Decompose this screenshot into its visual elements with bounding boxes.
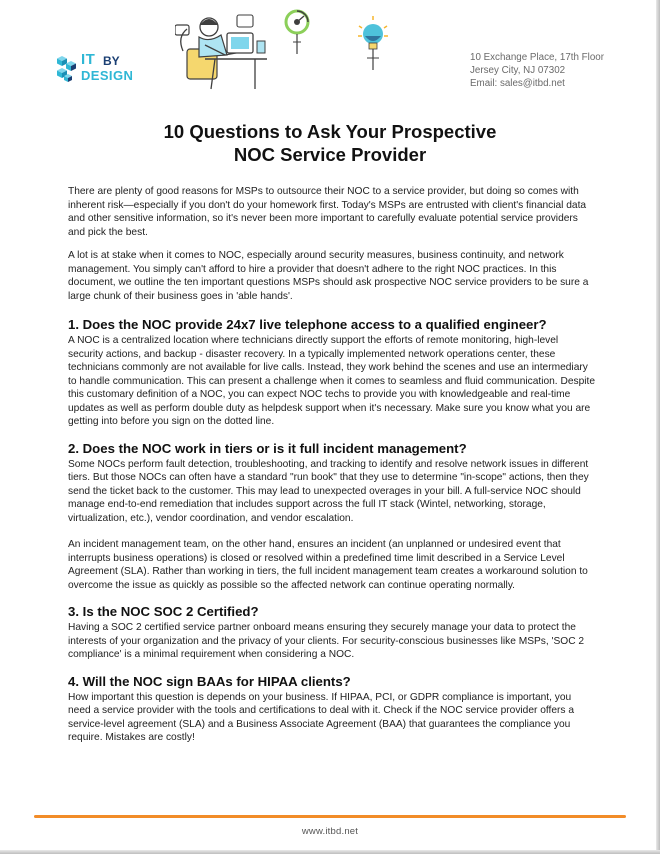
- intro-paragraph: There are plenty of good reasons for MSPs to outsource their NOC to a service provider, but doing so comes with inherent risk—especially if you don't do your homework first. Today's MSPs are entrusted with client's financial data and other sensitive information, so it's never been more important to carefully evaluate potential service providers and pick the best.: [68, 186, 587, 238]
- title-line-2: NOC Service Provider: [233, 144, 427, 165]
- logo-text-design: DESIGN: [81, 68, 134, 83]
- title-line-1: 10 Questions to Ask Your Prospective: [163, 121, 497, 142]
- question-paragraph: Having a SOC 2 certified service partner onboard means ensuring they securely manage your data to protect the interests of your organization and the privacy of your clients. For security-conscious businesses like MSPs, 'SOC 2 compliance' is a minimal requirement when considering a NOC.: [68, 622, 585, 660]
- intro-paragraph: A lot is at stake when it comes to NOC, especially around security measures, business continuity, and network management. You simply can't afford to hire a provider that doesn't adhere to the right NOC practices. In this document, we outline the ten important questions MSPs should ask prospective NOC service providers to be sure a large chunk of their business goes in 'able hands'.: [68, 250, 589, 302]
- gauge-icon: [279, 8, 315, 56]
- address-email[interactable]: Email: sales@itbd.net: [470, 78, 565, 89]
- question-paragraph: A NOC is a centralized location where technicians directly support the efforts of remote monitoring, high-level security actions, and backup - disaster recovery. In a typically implemented network operations center, these technicians commonly are not available for live calls. Instead, they work behind the scenes and use an intermediary to handle communication. This can present a challenge when it comes to seamless and fluid communication. Despite this customary definition of a NOC, you can expect NOC techs to provide you with knowledgeable and real-time updates as well as perform double duty as helpdesk support when it's necessary. Make sure you know what you are getting into before you sign on the dotted line.: [68, 335, 596, 427]
- question-section-2: [68, 441, 596, 593]
- question-paragraph: How important this question is depends on your business. If HIPAA, PCI, or GDPR compliance is important, you need a service provider with the tools and certifications to deal with it. Check if the NOC service provider offers a service-level agreement (SLA) and a Business Associate Agreement (BAA) that guarantees the compliance you require. Mistakes are costly!: [68, 691, 575, 743]
- lightbulb-icon: [355, 14, 391, 72]
- footer-website-link[interactable]: www.itbd.net: [301, 826, 359, 837]
- company-address: [470, 51, 604, 90]
- logo-text-by: BY: [103, 54, 120, 68]
- question-heading: 3. Is the NOC SOC 2 Certified?: [68, 604, 259, 619]
- question-heading: 2. Does the NOC work in tiers or is it full incident management?: [68, 440, 467, 456]
- question-section-3: [68, 604, 596, 662]
- document-body: [68, 185, 596, 757]
- question-section-4: [68, 674, 596, 745]
- address-city: Jersey City, NJ 07302: [470, 65, 566, 76]
- address-street: 10 Exchange Place, 17th Floor: [470, 52, 604, 63]
- question-heading: 1. Does the NOC provide 24x7 live telephone access to a qualified engineer?: [68, 317, 547, 332]
- logo-cubes-icon: [56, 54, 78, 84]
- question-section-1: [68, 317, 596, 429]
- person-at-desk-illustration: [175, 11, 270, 91]
- document-title: [0, 120, 660, 166]
- question-paragraph: An incident management team, on the other hand, ensures an incident (an unplanned or undesired event that interrupts business operations) is closed or resolved within a predefined time limit described in a Service Level Agreement (SLA). Rather than working in tiers, the full incident management team creates a workaround solution to overcome the issue as quickly as possible so the affected network can continue operating normally.: [68, 539, 588, 591]
- question-paragraph: Some NOCs perform fault detection, troubleshooting, and tracking to identify and resolve network issues in different tiers. But those NOCs can often have a standard "run book" that they use to determine "in-scope" actions, then they send the ticket back to the customer. This may lead to unexpected overages in your bill. A full-service NOC should manage end-to-end remediation that includes support across the full IT stack (Wintel, networking, storage, virtualization, etc.), vendor coordination, and vendor escalation.: [68, 458, 589, 524]
- footer-divider: [34, 815, 626, 818]
- logo-text-it: IT: [81, 51, 96, 68]
- question-heading: 4. Will the NOC sign BAAs for HIPAA clients?: [68, 673, 351, 689]
- company-logo: [56, 50, 132, 88]
- page-edge-shadow-bottom: [0, 850, 660, 854]
